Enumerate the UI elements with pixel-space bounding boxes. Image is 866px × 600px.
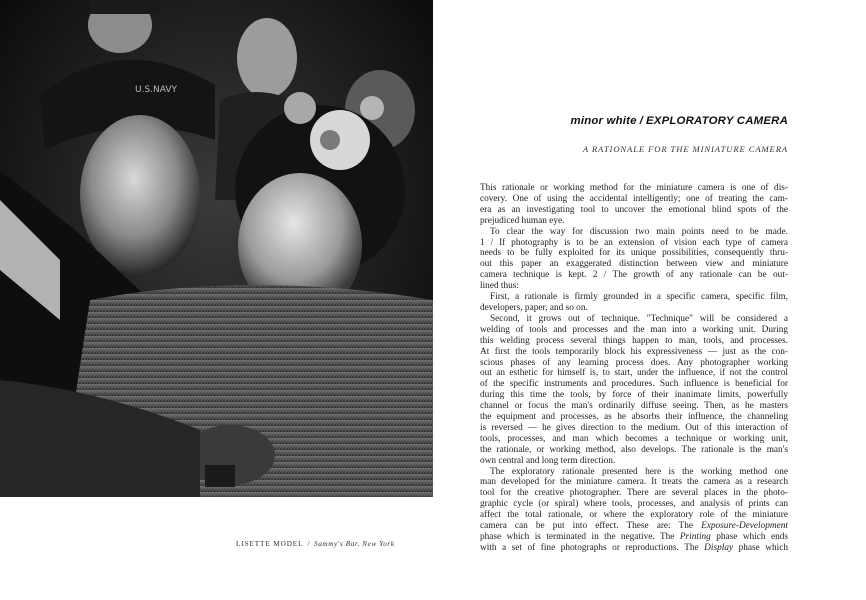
svg-text:U.S.NAVY: U.S.NAVY: [135, 85, 177, 95]
body-line: affect the total rationale, or where the exploratory role of the miniature: [480, 510, 788, 521]
body-line: own central and long term direction.: [480, 455, 616, 466]
body-line: channel or focus the man's ordinarily diffuse seeing. Then, as he masters: [480, 401, 788, 412]
body-line: era as an investigating tool to uncover the emotional blind spots of the: [480, 204, 788, 215]
body-line: The exploratory rationale presented here is the working method one: [490, 466, 788, 477]
body-line: developers, paper, and so on.: [480, 302, 588, 313]
body-line: tool for the creative photographer. There are several places in the photo-: [480, 488, 788, 499]
body-line: needs to be fully exploited for its unique possibilities, consequently thru-: [480, 248, 788, 259]
body-line: lined thus:: [480, 281, 519, 292]
body-line: First, a rationale is firmly grounded in a specific camera, specific film,: [490, 292, 788, 303]
body-line: of the specific instruments and procedures. Such influence is beneficial for: [480, 379, 788, 390]
body-line: out this paper an exaggerated distinction between view and miniature: [480, 259, 788, 270]
body-line: camera technique is kept. 2 / The growth of any rationale can be out-: [480, 270, 788, 281]
body-line: scious phases of any learning process does. Any photographer working: [480, 357, 788, 368]
italic-term: Exposure-Development: [701, 521, 788, 532]
photograph-illustration: [0, 0, 433, 497]
body-line-with-italic: [480, 532, 788, 543]
body-line: 1 / If photography is to be an extension of vision each type of camera: [480, 237, 788, 248]
body-line: To clear the way for discussion two main points need to be made.: [490, 226, 788, 237]
photo-caption: [236, 540, 395, 548]
author-name: minor white: [570, 115, 637, 127]
italic-term: Display: [704, 542, 734, 553]
article-title: EXPLORATORY CAMERA: [646, 115, 788, 127]
body-line: Second, it grows out of technique. "Technique" will be considered a: [490, 313, 788, 324]
body-line-tail: phase which ends: [710, 532, 788, 542]
body-line-text: phase which is terminated in the negative. The: [480, 532, 680, 542]
photo-title: Sammy's Bar, New York: [314, 540, 395, 548]
body-line: the equipment and processes, as he absorbs their influence, the channeling: [480, 412, 788, 423]
article-body: [480, 183, 788, 554]
body-line: man developed for the miniature camera. It treats the camera as a research: [480, 477, 788, 488]
body-line: graphic cycle (or spiral) where tools, processes, and analysis of prints can: [480, 499, 788, 510]
body-line: this welding process several things happen to man, tools, and processes.: [480, 335, 788, 346]
body-line: welding of tools and processes and the man into a working unit. During: [480, 324, 788, 335]
caption-separator: /: [307, 540, 311, 548]
body-line: during this time the tools, by force of their inanimate limits, powerfully: [480, 390, 788, 401]
italic-term: Printing: [679, 532, 711, 542]
body-line-tail: phase which: [733, 542, 788, 553]
body-line: This rationale or working method for the miniature camera is one of dis-: [480, 183, 788, 193]
body-line: the rationale, or working method, also develops. The rationale is the man's: [480, 444, 788, 455]
body-line: covery. One of using the accidental intelligently; one of treating the cam-: [480, 193, 788, 204]
body-line: At first the tools temporarily block his expressiveness — just as the con-: [480, 346, 788, 357]
body-line-text: with a set of fine photographs or reproductions. The: [480, 542, 705, 553]
body-line-with-italic: [480, 521, 788, 532]
body-line: out an esthetic for himself is, to start, under the influence, if not the control: [480, 368, 788, 379]
article-headline: [571, 115, 789, 127]
headline-separator: /: [639, 115, 643, 127]
body-line: is reversed — he gives direction to the medium. Out of this interaction of: [480, 422, 788, 433]
photographer-credit: LISETTE MODEL: [236, 540, 304, 548]
photograph: [0, 0, 433, 497]
body-line-text: camera can be put into effect. These are: The: [480, 521, 702, 532]
body-line: prejudiced human eye.: [480, 215, 565, 226]
body-line-with-italic: [480, 543, 788, 554]
body-line: tools, processes, and man which becomes a technique or working unit,: [480, 433, 788, 444]
article-subtitle: A RATIONALE FOR THE MINIATURE CAMERA: [582, 144, 788, 154]
